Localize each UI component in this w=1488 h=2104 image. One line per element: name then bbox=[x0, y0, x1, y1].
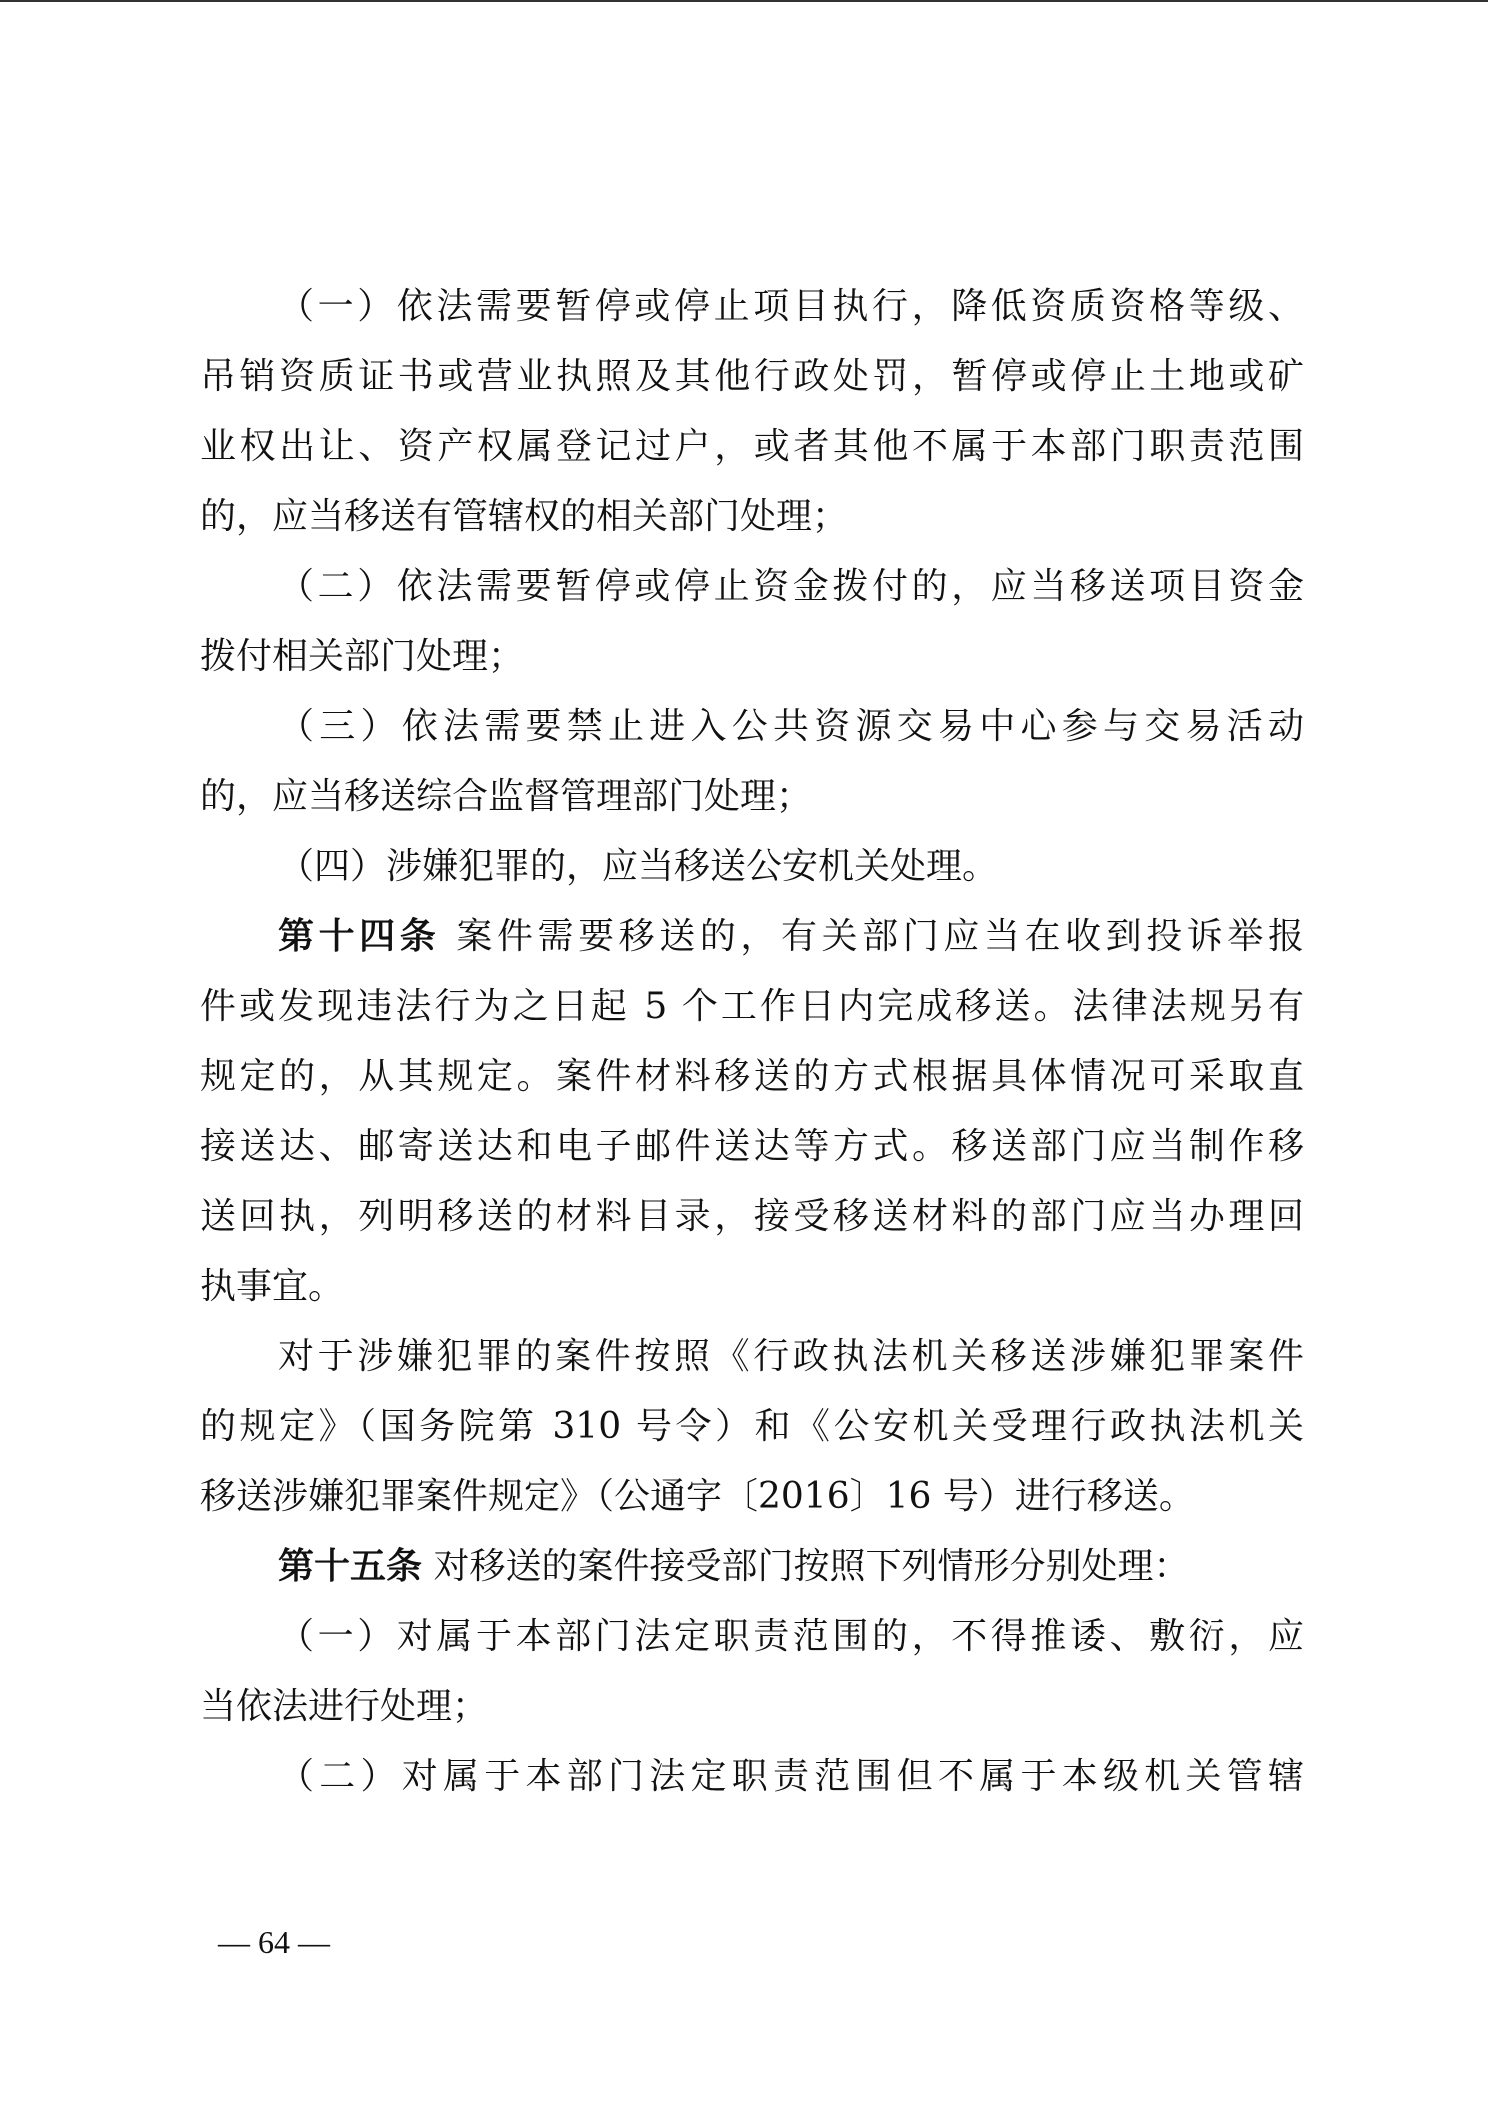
text-line: 当依法进行处理； bbox=[200, 1686, 489, 1727]
article-14-first-line bbox=[200, 902, 1304, 972]
text-line: （三）依法需要禁止进入公共资源交易中心参与交易活动 bbox=[278, 706, 1304, 747]
text-line: （一）依法需要暂停或停止项目执行，降低资质资格等级、 bbox=[278, 286, 1304, 327]
article-15-spacer bbox=[422, 1546, 433, 1587]
article-14-first-text: 案件需要移送的，有关部门应当在收到投诉举报 bbox=[456, 916, 1304, 957]
article-15-heading: 第十五条 bbox=[278, 1546, 423, 1587]
text-line: （一）对属于本部门法定职责范围的，不得推诿、敷衍，应 bbox=[278, 1616, 1304, 1657]
text-line: （四）涉嫌犯罪的，应当移送公安机关处理。 bbox=[278, 846, 999, 887]
text-line: 的规定》（国务院第 310 号令）和《公安机关受理行政执法机关 bbox=[200, 1406, 1304, 1447]
text-line: （二）对属于本部门法定职责范围但不属于本级机关管辖 bbox=[278, 1756, 1304, 1797]
document-body bbox=[200, 272, 1304, 1812]
text-line: 送回执，列明移送的材料目录，接受移送材料的部门应当办理回 bbox=[200, 1196, 1304, 1237]
text-line: 件或发现违法行为之日起 5 个工作日内完成移送。法律法规另有 bbox=[200, 986, 1304, 1027]
top-border-line bbox=[0, 0, 1488, 2]
text-line: 对于涉嫌犯罪的案件按照《行政执法机关移送涉嫌犯罪案件 bbox=[278, 1336, 1304, 1377]
article-15-first-text: 对移送的案件接受部门按照下列情形分别处理： bbox=[433, 1546, 1190, 1587]
text-line: 接送达、邮寄送达和电子邮件送达等方式。移送部门应当制作移 bbox=[200, 1126, 1304, 1167]
text-line: 业权出让、资产权属登记过户，或者其他不属于本部门职责范围 bbox=[200, 426, 1304, 467]
article-14-spacer bbox=[440, 916, 456, 957]
text-line: （二）依法需要暂停或停止资金拨付的，应当移送项目资金 bbox=[278, 566, 1304, 607]
article-15-first-line bbox=[200, 1532, 1304, 1602]
page-number: — 64 — bbox=[218, 1924, 330, 1960]
text-line: 执事宜。 bbox=[200, 1266, 345, 1307]
text-line: 规定的，从其规定。案件材料移送的方式根据具体情况可采取直 bbox=[200, 1056, 1304, 1097]
text-line: 的，应当移送有管辖权的相关部门处理； bbox=[200, 496, 849, 537]
article-14-heading: 第十四条 bbox=[278, 916, 441, 957]
text-line: 的，应当移送综合监督管理部门处理； bbox=[200, 776, 813, 817]
text-line: 移送涉嫌犯罪案件规定》（公通字〔2016〕16 号）进行移送。 bbox=[200, 1476, 1195, 1517]
text-line: 拨付相关部门处理； bbox=[200, 636, 525, 677]
text-line: 吊销资质证书或营业执照及其他行政处罚，暂停或停止土地或矿 bbox=[200, 356, 1304, 397]
